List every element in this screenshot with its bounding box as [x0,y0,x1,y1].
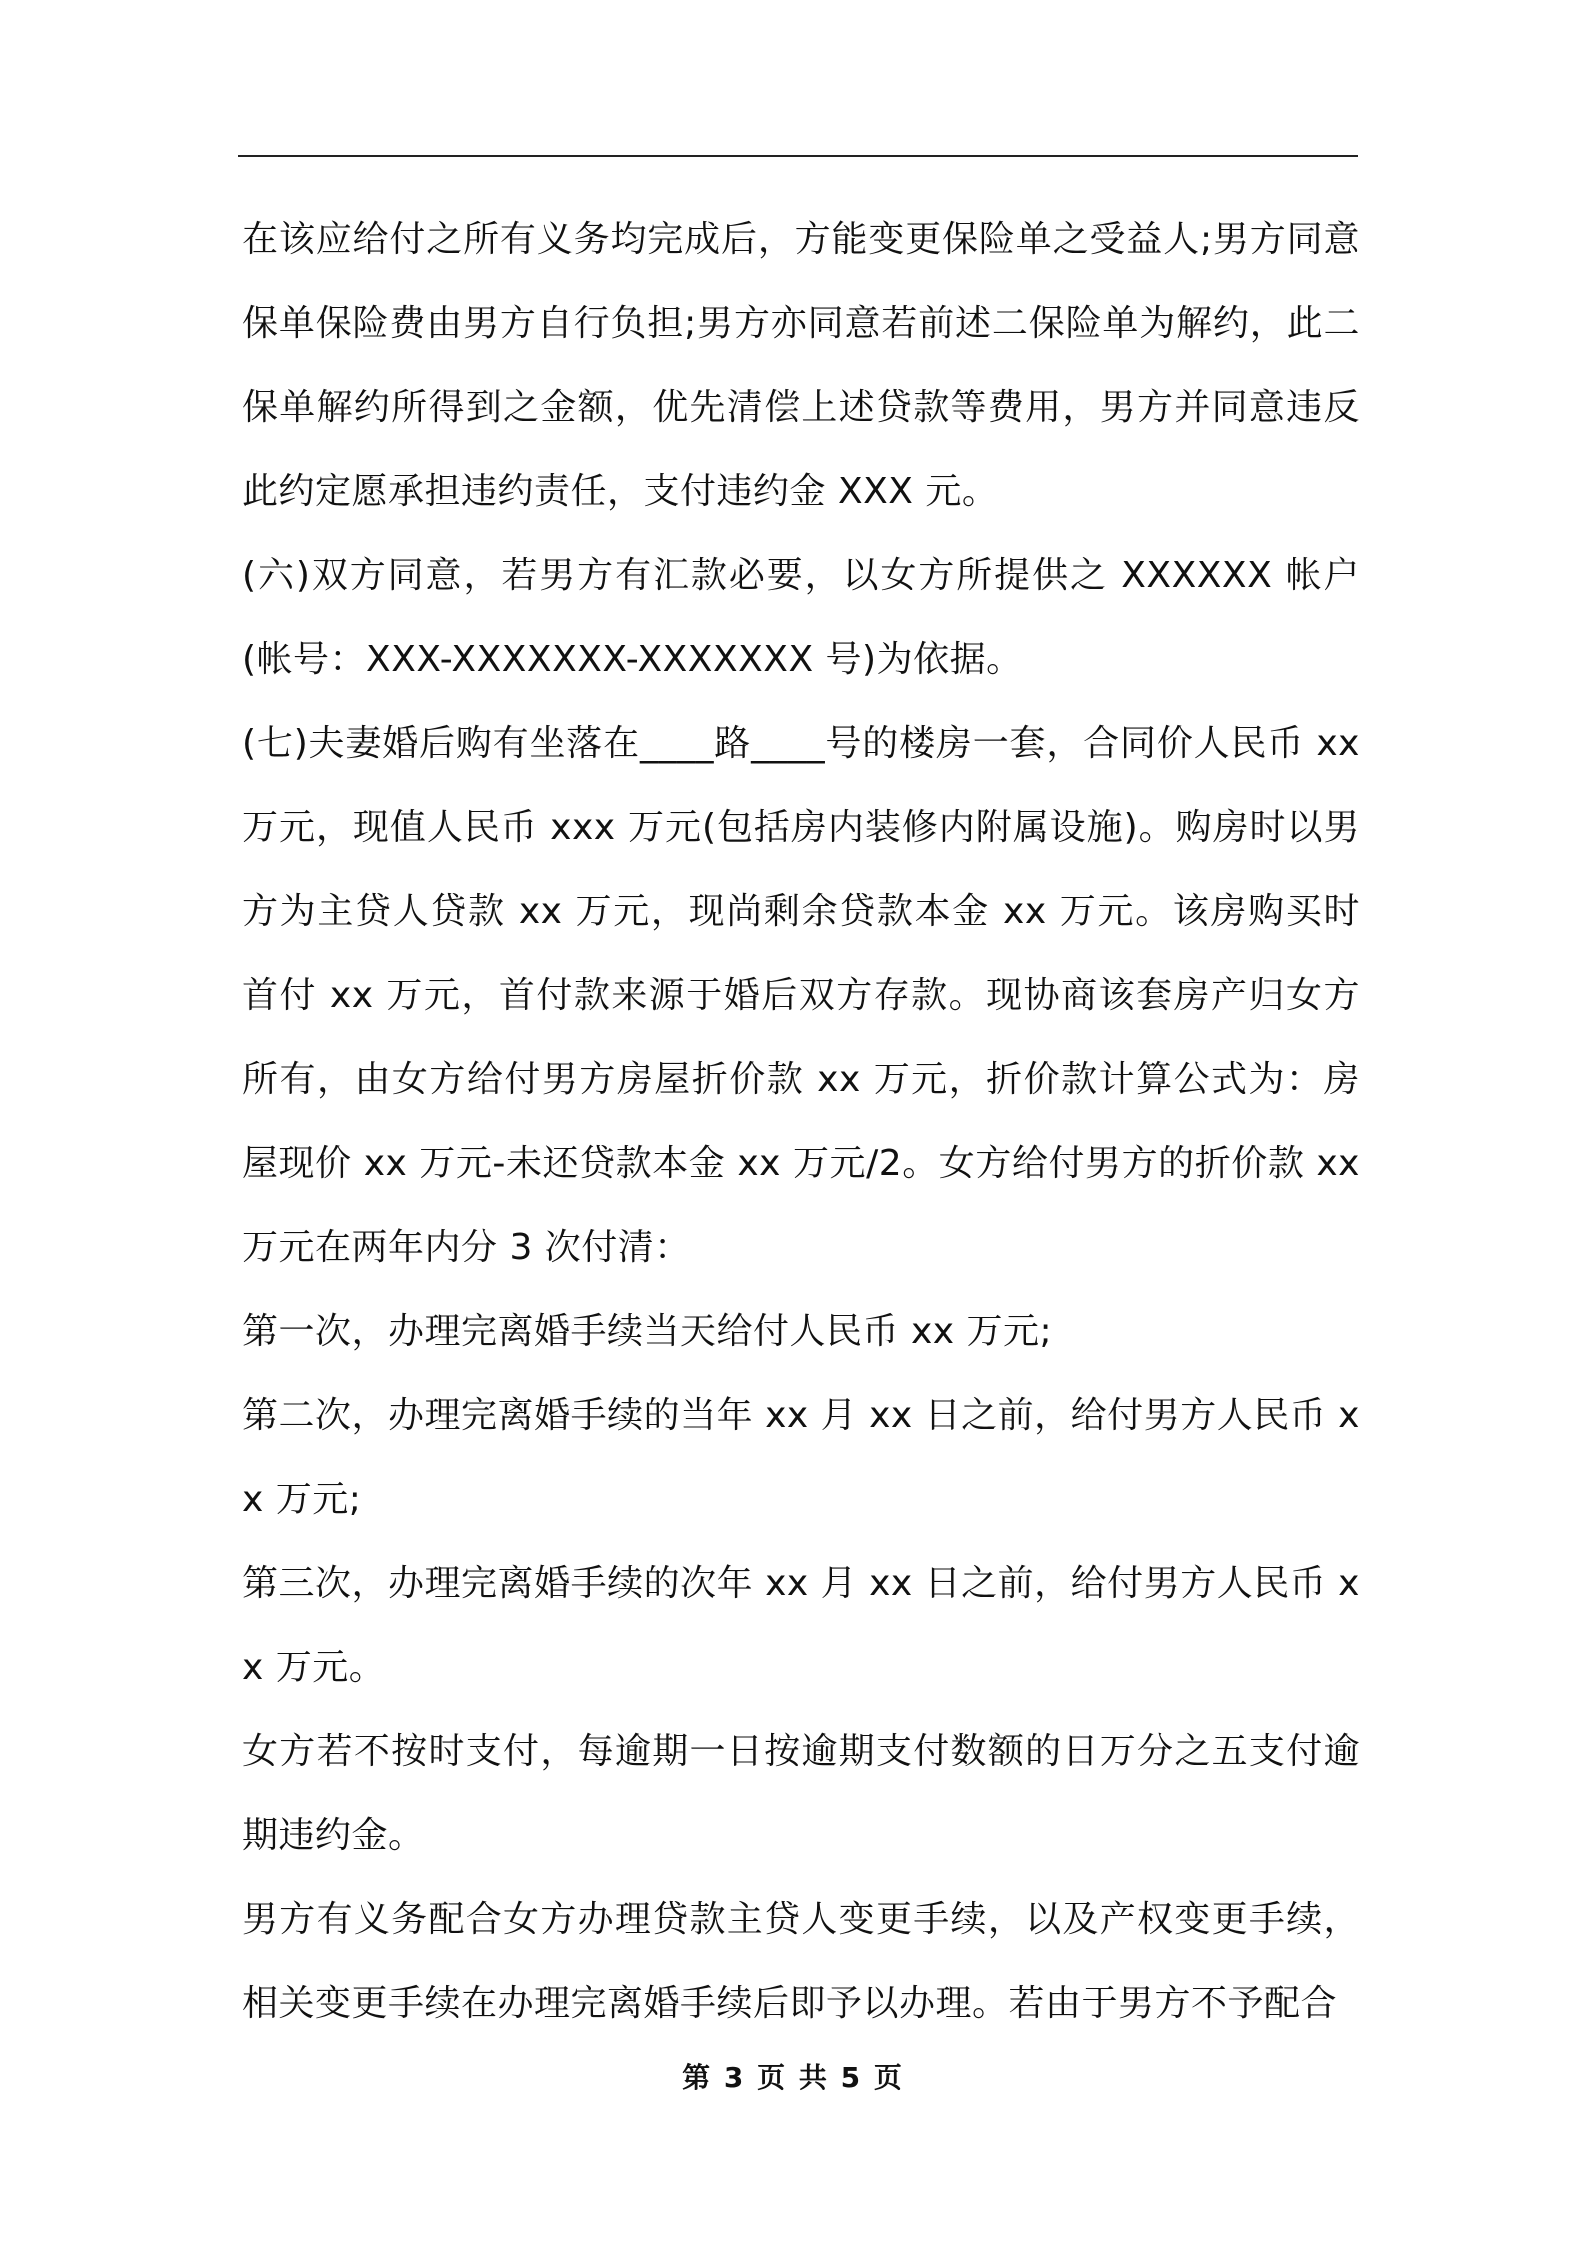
paragraph-second-payment: 第二次，办理完离婚手续的当年 xx 月 xx 日之前，给付男方人民币 xx 万元; [242,1395,1360,1520]
document-body [242,198,1360,2046]
page-number: 第 3 页 共 5 页 [682,2061,904,2094]
header-divider [238,155,1358,157]
paragraph-house-property: (七)夫妻婚后购有坐落在____路____号的楼房一套，合同价人民币 xx 万元，现值人民币 xxx 万元(包括房内装修内附属设施)。购房时以男方为主贷人贷款 xx 万元，现尚剩余贷款本金 xx 万元。该房购买时首付 xx 万元，首付款来源于婚后双方存款。现协商该套房产归女方所有，由女方给付男方房屋折价款 xx 万元，折价款计算公式为：房屋现价 xx 万元-未还贷款本金 xx 万元/2。女方给付男方的折价款 xx 万元在两年内分 3 次付清： [242,723,1360,1268]
paragraph-remittance-account: (六)双方同意，若男方有汇款必要，以女方所提供之 XXXXXX 帐户(帐号：XXX-XXXXXXX-XXXXXXX 号)为依据。 [242,555,1360,680]
paragraph-first-payment: 第一次，办理完离婚手续当天给付人民币 xx 万元; [242,1311,1053,1352]
paragraph-late-penalty: 女方若不按时支付，每逾期一日按逾期支付数额的日万分之五支付逾期违约金。 [242,1731,1360,1856]
paragraph-third-payment: 第三次，办理完离婚手续的次年 xx 月 xx 日之前，给付男方人民币 xx 万元。 [242,1563,1360,1688]
paragraph-loan-transfer: 男方有义务配合女方办理贷款主贷人变更手续，以及产权变更手续，相关变更手续在办理完离婚手续后即予以办理。若由于男方不予配合 [242,1899,1360,2024]
paragraph-insurance-beneficiary: 在该应给付之所有义务均完成后，方能变更保险单之受益人;男方同意保单保险费由男方自行负担;男方亦同意若前述二保险单为解约，此二保单解约所得到之金额，优先清偿上述贷款等费用，男方并同意违反此约定愿承担违约责任，支付违约金 XXX 元。 [242,219,1360,512]
